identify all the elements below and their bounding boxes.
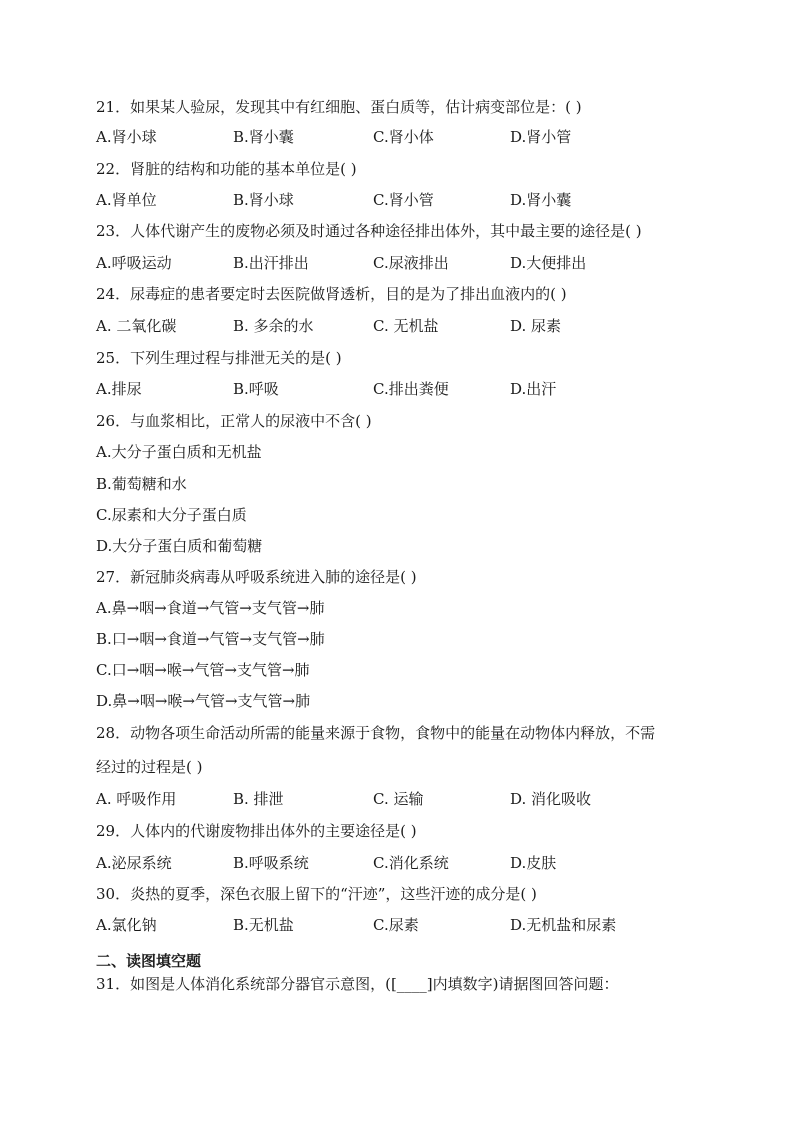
option-a: A.氯化钠 xyxy=(96,916,157,934)
option-c: C.排出粪便 xyxy=(373,380,449,398)
option-d: D.大便排出 xyxy=(510,254,587,272)
question-27-option-d: D.鼻→咽→喉→气管→支气管→肺 xyxy=(96,692,311,710)
question-21-options xyxy=(96,127,716,147)
option-d: D.肾小囊 xyxy=(510,191,572,209)
option-a: A. 呼吸作用 xyxy=(96,790,177,808)
option-d: D.肾小管 xyxy=(510,128,572,146)
option-d: D.皮肤 xyxy=(510,854,557,872)
question-28-stem-line2: 经过的过程是( ) xyxy=(96,758,203,776)
question-26-stem: 26．与血浆相比，正常人的尿液中不含( ) xyxy=(96,412,372,430)
question-30-options xyxy=(96,915,716,935)
option-b: B. 排泄 xyxy=(233,790,284,808)
option-b: B. 多余的水 xyxy=(233,317,314,335)
question-25-options xyxy=(96,379,716,399)
question-27-option-a: A.鼻→咽→食道→气管→支气管→肺 xyxy=(96,599,325,617)
question-28-stem-line1: 28．动物各项生命活动所需的能量来源于食物，食物中的能量在动物体内释放，不需 xyxy=(96,724,656,742)
option-a: A. 二氧化碳 xyxy=(96,317,177,335)
option-b: B.肾小囊 xyxy=(233,128,294,146)
question-24-stem: 24．尿毒症的患者要定时去医院做肾透析，目的是为了排出血液内的( ) xyxy=(96,285,567,303)
question-26-option-c: C.尿素和大分子蛋白质 xyxy=(96,506,247,524)
option-c: C.尿素 xyxy=(373,916,419,934)
question-27-stem: 27．新冠肺炎病毒从呼吸系统进入肺的途径是( ) xyxy=(96,568,417,586)
question-26-option-d: D.大分子蛋白质和葡萄糖 xyxy=(96,537,263,555)
option-c: C. 无机盐 xyxy=(373,317,439,335)
option-c: C.肾小管 xyxy=(373,191,434,209)
question-27-option-b: B.口→咽→食道→气管→支气管→肺 xyxy=(96,630,325,648)
question-29-options xyxy=(96,853,716,873)
option-a: A.泌尿系统 xyxy=(96,854,172,872)
option-b: B.呼吸 xyxy=(233,380,279,398)
question-23-stem: 23．人体代谢产生的废物必须及时通过各种途径排出体外，其中最主要的途径是( ) xyxy=(96,222,642,240)
option-d: D.出汗 xyxy=(510,380,557,398)
question-21-stem: 21．如果某人验尿，发现其中有红细胞、蛋白质等，估计病变部位是：( ) xyxy=(96,98,582,116)
option-c: C.尿液排出 xyxy=(373,254,449,272)
question-23-options xyxy=(96,253,716,273)
option-b: B.肾小球 xyxy=(233,191,294,209)
option-c: C. 运输 xyxy=(373,790,424,808)
question-22-options xyxy=(96,190,716,210)
option-b: B.出汗排出 xyxy=(233,254,309,272)
question-22-stem: 22．肾脏的结构和功能的基本单位是( ) xyxy=(96,160,357,178)
question-27-option-c: C.口→咽→喉→气管→支气管→肺 xyxy=(96,661,310,679)
option-a: A.肾小球 xyxy=(96,128,157,146)
option-c: C.肾小体 xyxy=(373,128,434,146)
option-a: A.肾单位 xyxy=(96,191,157,209)
question-28-options xyxy=(96,789,716,809)
option-d: D.无机盐和尿素 xyxy=(510,916,617,934)
option-b: B.呼吸系统 xyxy=(233,854,309,872)
section-heading: 二、读图填空题 xyxy=(96,952,202,970)
question-26-option-b: B.葡萄糖和水 xyxy=(96,475,187,493)
option-b: B.无机盐 xyxy=(233,916,294,934)
question-25-stem: 25．下列生理过程与排泄无关的是( ) xyxy=(96,349,342,367)
option-a: A.排尿 xyxy=(96,380,142,398)
question-24-options xyxy=(96,316,716,336)
question-31-stem: 31．如图是人体消化系统部分器官示意图，([____]内填数字)请据图回答问题： xyxy=(96,975,619,993)
option-d: D. 消化吸收 xyxy=(510,790,592,808)
option-a: A.呼吸运动 xyxy=(96,254,172,272)
option-d: D. 尿素 xyxy=(510,317,562,335)
question-29-stem: 29．人体内的代谢废物排出体外的主要途径是( ) xyxy=(96,822,417,840)
question-30-stem: 30．炎热的夏季，深色衣服上留下的“汗迹”，这些汗迹的成分是( ) xyxy=(96,885,537,903)
option-c: C.消化系统 xyxy=(373,854,449,872)
question-26-option-a: A.大分子蛋白质和无机盐 xyxy=(96,443,262,461)
